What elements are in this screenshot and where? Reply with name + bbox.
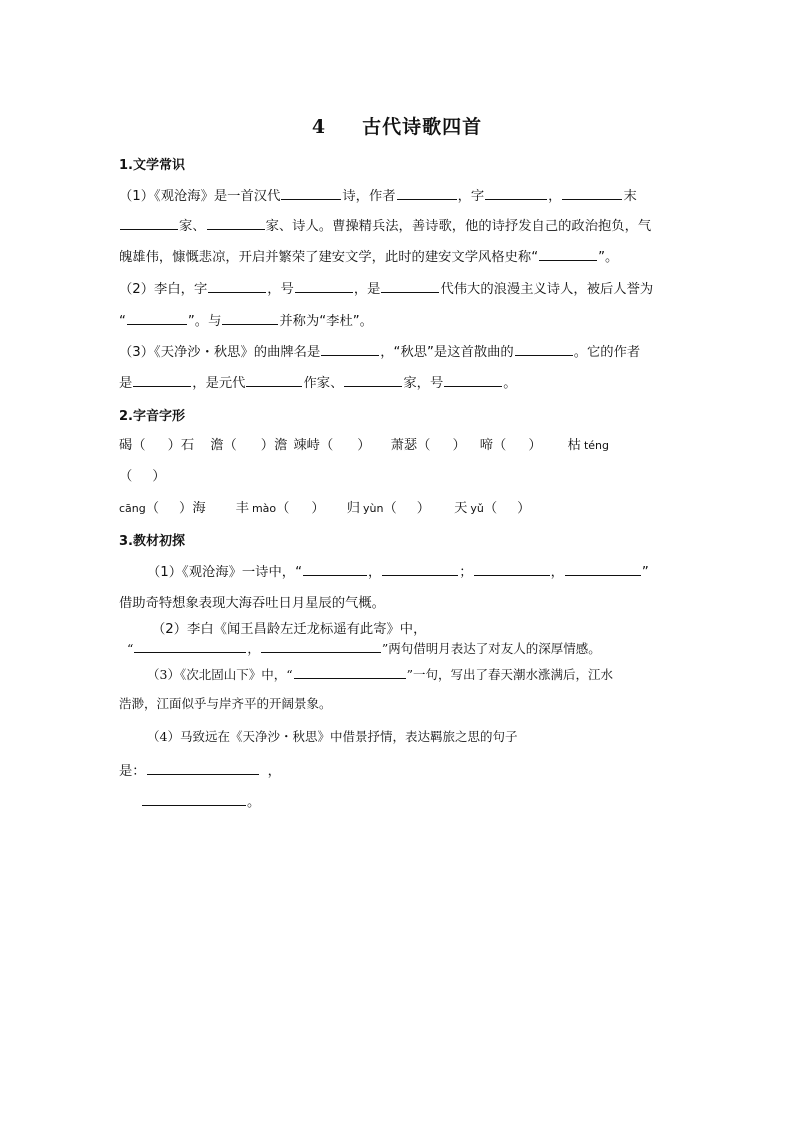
answer-blank[interactable] <box>515 343 573 356</box>
answer-blank[interactable] <box>246 374 302 387</box>
answer-blank[interactable] <box>147 762 259 775</box>
answer-blank[interactable] <box>127 312 187 325</box>
answer-blank[interactable] <box>120 217 178 230</box>
q1-1-line-2: 家、 家、诗人。曹操精兵法，善诗歌，他的诗抒发自己的政治抱负，气 <box>119 215 651 234</box>
q1-3-line-1: （3）《天净沙・秋思》的曲牌名是 ，“秋思”是这首散曲的 。它的作者 <box>119 345 641 360</box>
q1-3-line-2: 是 ，是元代 作家、 家，号 。 <box>119 376 517 391</box>
answer-blank[interactable] <box>381 280 439 293</box>
answer-blank[interactable] <box>207 217 265 230</box>
answer-blank[interactable] <box>208 280 266 293</box>
answer-blank[interactable] <box>321 343 379 356</box>
lesson-number: 4 <box>311 116 327 138</box>
answer-blank[interactable] <box>344 374 402 387</box>
answer-blank[interactable] <box>294 666 406 679</box>
answer-blank[interactable] <box>303 563 367 576</box>
q1-1-line-3: 魄雄伟，慷慨悲凉，开启并繁荣了建安文学，此时的建安文学风格史称“ ”。 <box>119 250 619 265</box>
pinyin-yun: yùn <box>363 502 384 515</box>
pronunciation-row-2: cāng（ ）海 丰 mào（ ） 归 yùn（ ） 天 yǔ（ ） <box>119 501 531 516</box>
q1-1-line-1: （1）《观沧海》是一首汉代 诗，作者 ，字 ， 末 <box>119 189 637 204</box>
section-heading-textbook: 3.教材初探 <box>119 534 185 549</box>
answer-blank[interactable] <box>133 374 191 387</box>
q3-2-line-2: “ ， ”两句借明月表达了对友人的深厚情感。 <box>127 641 601 656</box>
pinyin-teng: téng <box>583 439 609 452</box>
q3-3-line-2: 浩渺，江面似乎与岸齐平的开阔景象。 <box>119 696 332 711</box>
section-heading-pronunciation: 2.字音字形 <box>119 409 185 424</box>
answer-blank[interactable] <box>142 793 246 806</box>
answer-blank[interactable] <box>539 248 597 261</box>
page-title <box>0 112 794 139</box>
q1-2-line-2: “ ”。与 并称为“李杜”。 <box>119 314 373 329</box>
lesson-title: 古代诗歌四首 <box>362 116 483 138</box>
q1-2-line-1: （2）李白，字 ，号 ，是 代伟大的浪漫主义诗人，被后人誉为 <box>119 282 654 297</box>
answer-blank[interactable] <box>474 563 550 576</box>
pronunciation-row-1-cont: （ ） <box>119 469 166 484</box>
answer-blank[interactable] <box>134 640 246 653</box>
answer-blank[interactable] <box>261 640 381 653</box>
answer-blank[interactable] <box>295 280 353 293</box>
answer-blank[interactable] <box>562 187 622 200</box>
answer-blank[interactable] <box>485 187 547 200</box>
q3-3-line-1: （3）《次北固山下》中，“ ”一句，写出了春天潮水涨满后，江水 <box>147 667 614 682</box>
q3-1-line-1: （1）《观沧海》一诗中，“ ， ； ， ” <box>147 565 649 580</box>
pinyin-mao: mào <box>251 502 277 515</box>
answer-blank[interactable] <box>222 312 278 325</box>
answer-blank[interactable] <box>444 374 502 387</box>
pinyin-cang: cāng <box>119 502 146 515</box>
answer-blank[interactable] <box>382 563 458 576</box>
q3-2-line-1: （2）李白《闻王昌龄左迁龙标遥有此寄》中， <box>152 622 427 637</box>
q3-4-line-3: 。 <box>141 791 260 810</box>
q3-1-line-2: 借助奇特想象表现大海吞吐日月星辰的气概。 <box>119 596 385 611</box>
section-heading-literary-knowledge: 1.文学常识 <box>119 158 185 173</box>
q3-4-line-2: 是： ， <box>119 764 281 779</box>
answer-blank[interactable] <box>281 187 341 200</box>
q3-4-line-1: （4）马致远在《天净沙・秋思》中借景抒情，表达羁旅之思的句子 <box>147 729 518 744</box>
answer-blank[interactable] <box>397 187 457 200</box>
pinyin-yu: yǔ <box>470 502 484 515</box>
pronunciation-row-1: 碣（ ）石 澹（ ）澹 竦峙（ ） 萧瑟（ ） 啼（ ） 枯 téng <box>119 438 609 453</box>
answer-blank[interactable] <box>565 563 641 576</box>
